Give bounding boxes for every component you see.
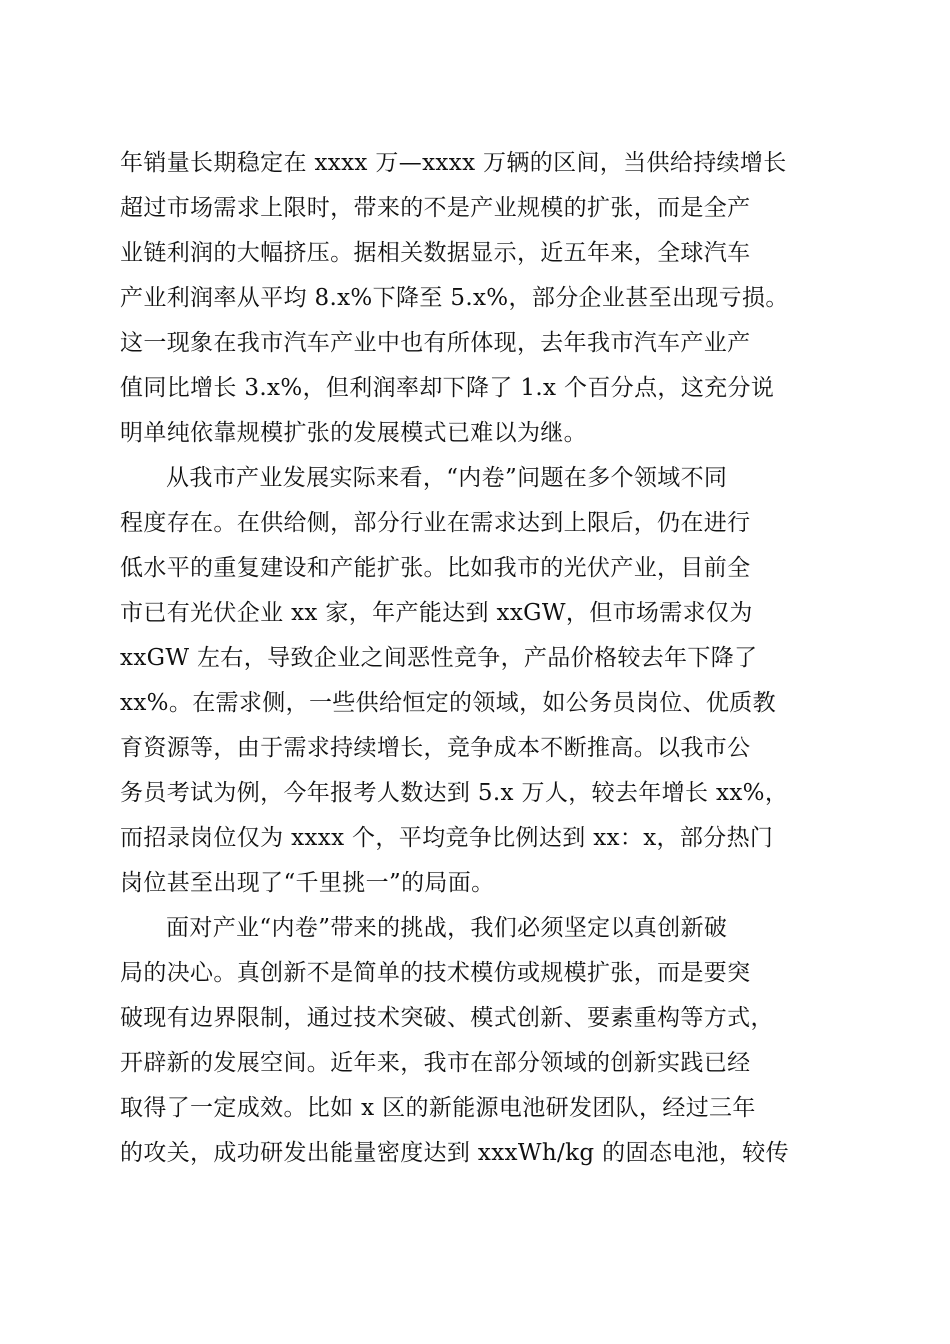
- text-line: xxGW 左右，导致企业之间恶性竞争，产品价格较去年下降了: [120, 645, 758, 671]
- text-line: 的攻关，成功研发出能量密度达到 xxxWh/kg 的固态电池，较传: [120, 1140, 789, 1166]
- document-body: [120, 141, 832, 1176]
- text-line: 岗位甚至出现了“千里挑一”的局面。: [120, 870, 495, 896]
- text-line: 年销量长期稳定在 xxxx 万—xxxx 万辆的区间，当供给持续增长: [120, 150, 787, 176]
- text-line: 值同比增长 3.x%，但利润率却下降了 1.x 个百分点，这充分说: [120, 375, 775, 401]
- text-line: 市已有光伏企业 xx 家，年产能达到 xxGW，但市场需求仅为: [120, 600, 753, 626]
- text-line: 产业利润率从平均 8.x%下降至 5.x%，部分企业甚至出现亏损。: [120, 285, 789, 311]
- text-line: 明单纯依靠规模扩张的发展模式已难以为继。: [120, 420, 587, 446]
- paragraph-first-line: 面对产业“内卷”带来的挑战，我们必须坚定以真创新破: [166, 915, 728, 941]
- text-line: 低水平的重复建设和产能扩张。比如我市的光伏产业，目前全: [120, 555, 751, 581]
- text-line: 取得了一定成效。比如 x 区的新能源电池研发团队，经过三年: [120, 1095, 756, 1121]
- text-line: xx%。在需求侧，一些供给恒定的领域，如公务员岗位、优质教: [120, 690, 776, 716]
- text-line: 务员考试为例，今年报考人数达到 5.x 万人，较去年增长 xx%，: [120, 780, 789, 806]
- paragraph-first-line: 从我市产业发展实际来看，“内卷”问题在多个领域不同: [166, 465, 728, 491]
- text-line: 破现有边界限制，通过技术突破、模式创新、要素重构等方式，: [120, 1005, 774, 1031]
- text-line: 程度存在。在供给侧，部分行业在需求达到上限后，仍在进行: [120, 510, 751, 536]
- text-line: 开辟新的发展空间。近年来，我市在部分领域的创新实践已经: [120, 1050, 751, 1076]
- text-line: 业链利润的大幅挤压。据相关数据显示，近五年来，全球汽车: [120, 240, 751, 266]
- text-line: 超过市场需求上限时，带来的不是产业规模的扩张，而是全产: [120, 195, 751, 221]
- text-line: 而招录岗位仅为 xxxx 个，平均竞争比例达到 xx：x，部分热门: [120, 825, 774, 851]
- text-line: 局的决心。真创新不是简单的技术模仿或规模扩张，而是要突: [120, 960, 751, 986]
- text-line: 育资源等，由于需求持续增长，竞争成本不断推高。以我市公: [120, 735, 751, 761]
- text-line: 这一现象在我市汽车产业中也有所体现，去年我市汽车产业产: [120, 330, 751, 356]
